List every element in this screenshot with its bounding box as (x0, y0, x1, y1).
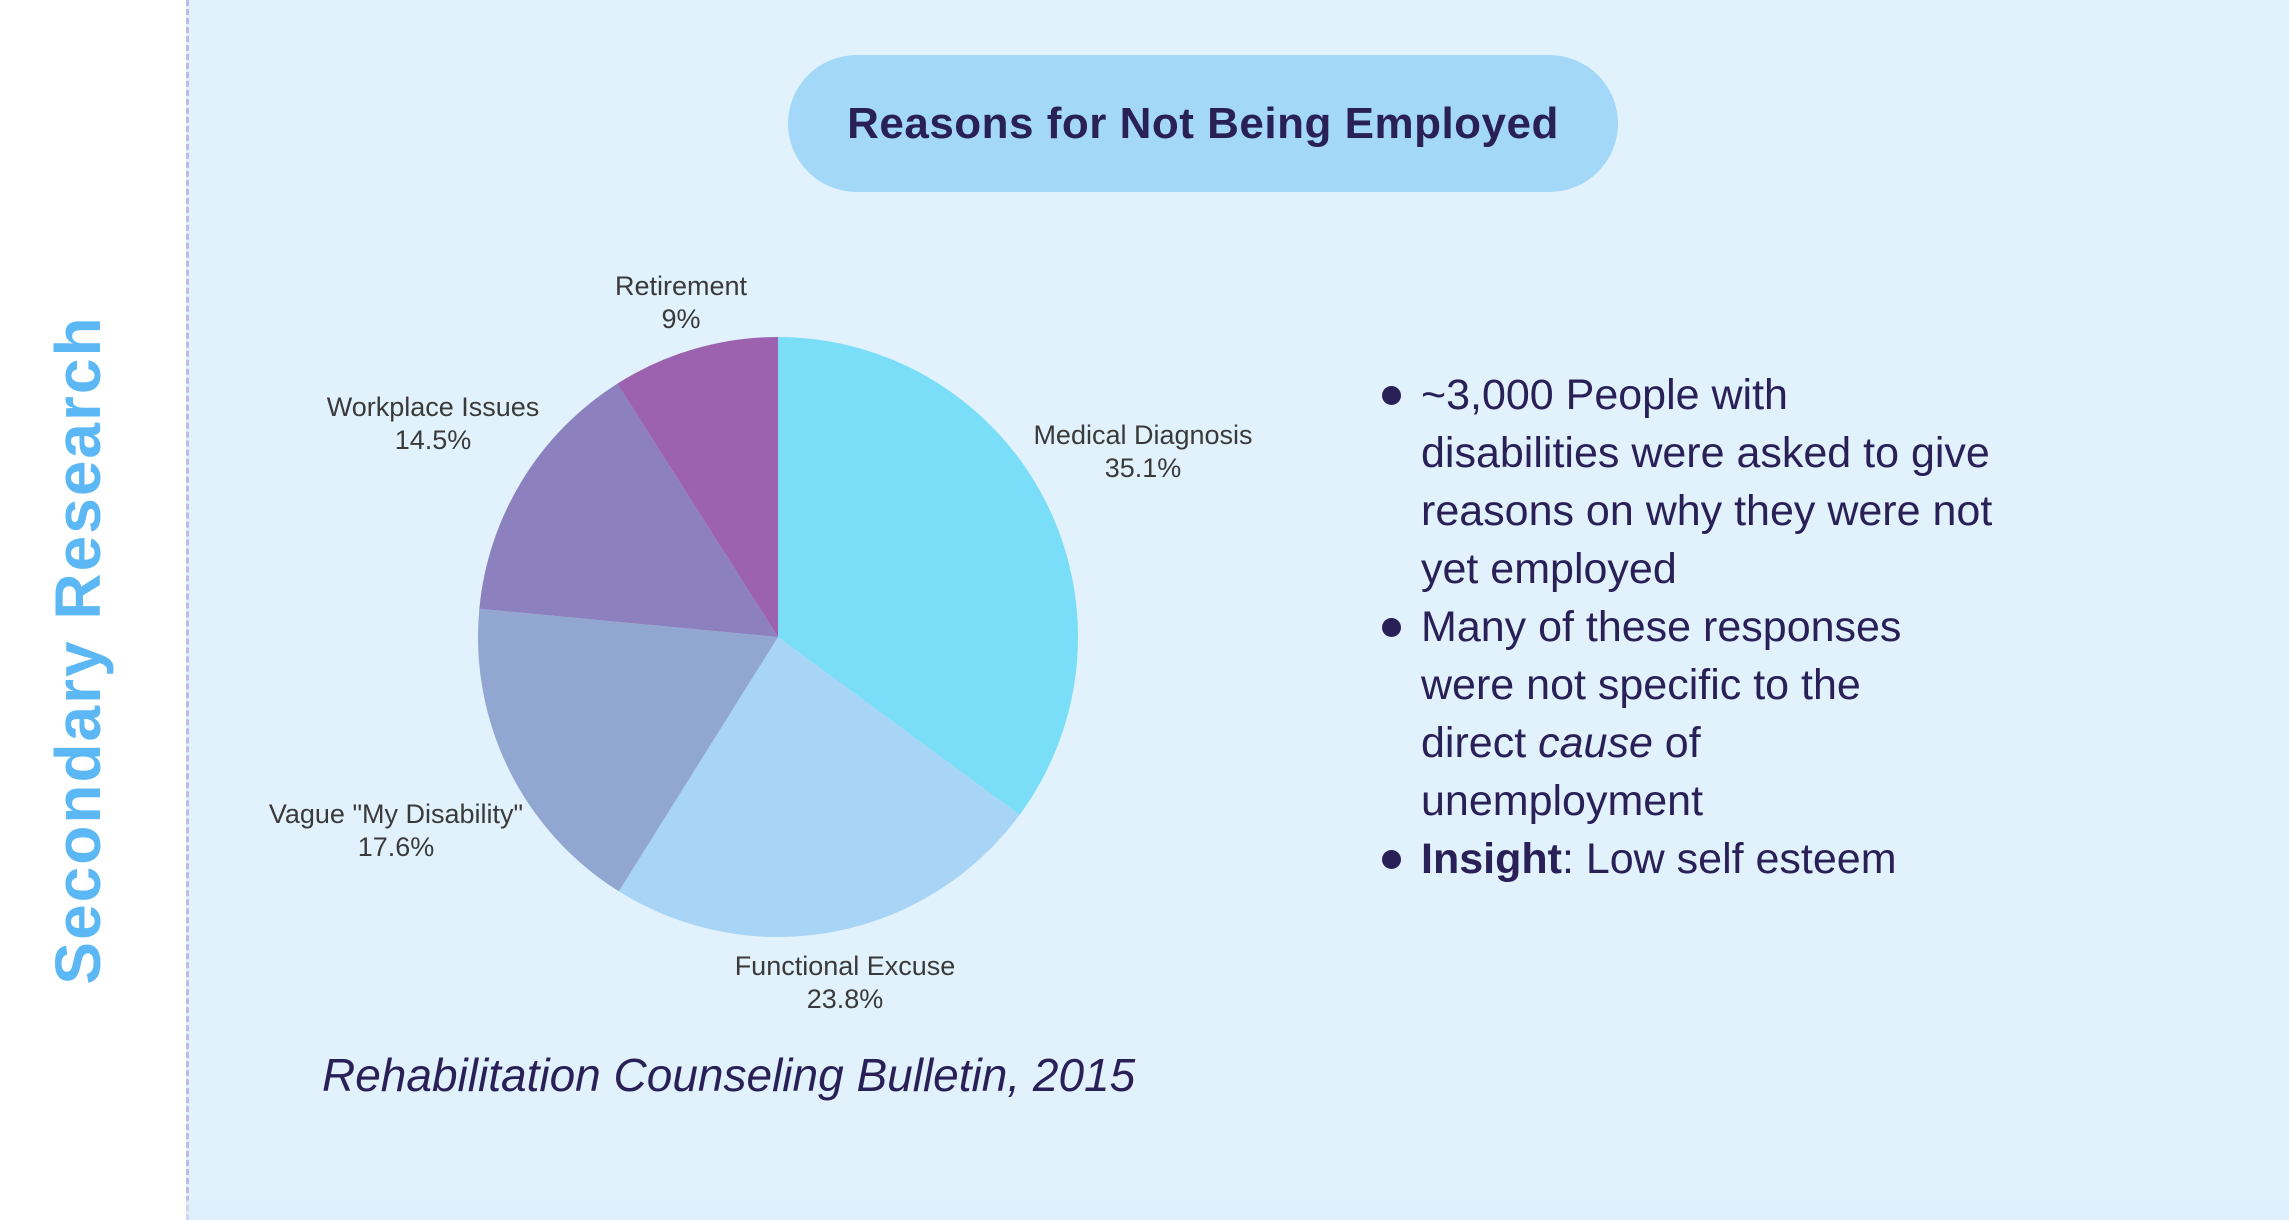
bullet-text: Many of these responses were not specific to the direct cause of unemployment (1421, 603, 1902, 825)
pie-chart (473, 332, 1083, 942)
pie-label-functional-excuse (735, 950, 956, 1016)
pie-label-workplace-issues (327, 391, 540, 457)
pie-label-value: 14.5% (394, 425, 472, 455)
pie-label-value: 17.6% (357, 832, 435, 862)
bullet-text: ~3,000 People with disabilities were asked to give reasons on why they were not yet employed (1421, 371, 1993, 593)
bullet-text: Insight: Low self esteem (1421, 835, 1897, 883)
pie-label-retirement (615, 270, 747, 336)
pie-label-text: Functional Excuse (734, 951, 956, 981)
pie-label-text: Retirement (614, 271, 748, 301)
pie-label-medical-diagnosis (1033, 419, 1252, 485)
bullet-list (1382, 366, 1992, 888)
pie-label-vague-my-disability (269, 798, 523, 864)
pie-label-text: Workplace Issues (326, 392, 540, 422)
sidebar-vertical-title: Secondary Research (42, 315, 114, 985)
source-citation: Rehabilitation Counseling Bulletin, 2015 (322, 1049, 1136, 1101)
pie-label-text: Medical Diagnosis (1033, 420, 1253, 450)
sidebar-dashed-divider (186, 0, 189, 1220)
sidebar (0, 0, 186, 1220)
bottom-edge-strip (186, 1200, 2289, 1220)
page-title: Reasons for Not Being Employed (847, 98, 1559, 148)
bullet-item (1382, 598, 1992, 830)
title-banner (788, 55, 1618, 192)
pie-label-value: 9% (661, 304, 701, 334)
bullet-item (1382, 366, 1992, 598)
bullet-dot-icon (1382, 850, 1401, 869)
pie-label-text: Vague "My Disability" (268, 799, 524, 829)
bullet-item (1382, 830, 1992, 888)
bullet-dot-icon (1382, 386, 1401, 405)
bullet-dot-icon (1382, 618, 1401, 637)
pie-label-value: 23.8% (806, 984, 884, 1014)
pie-label-value: 35.1% (1104, 453, 1182, 483)
